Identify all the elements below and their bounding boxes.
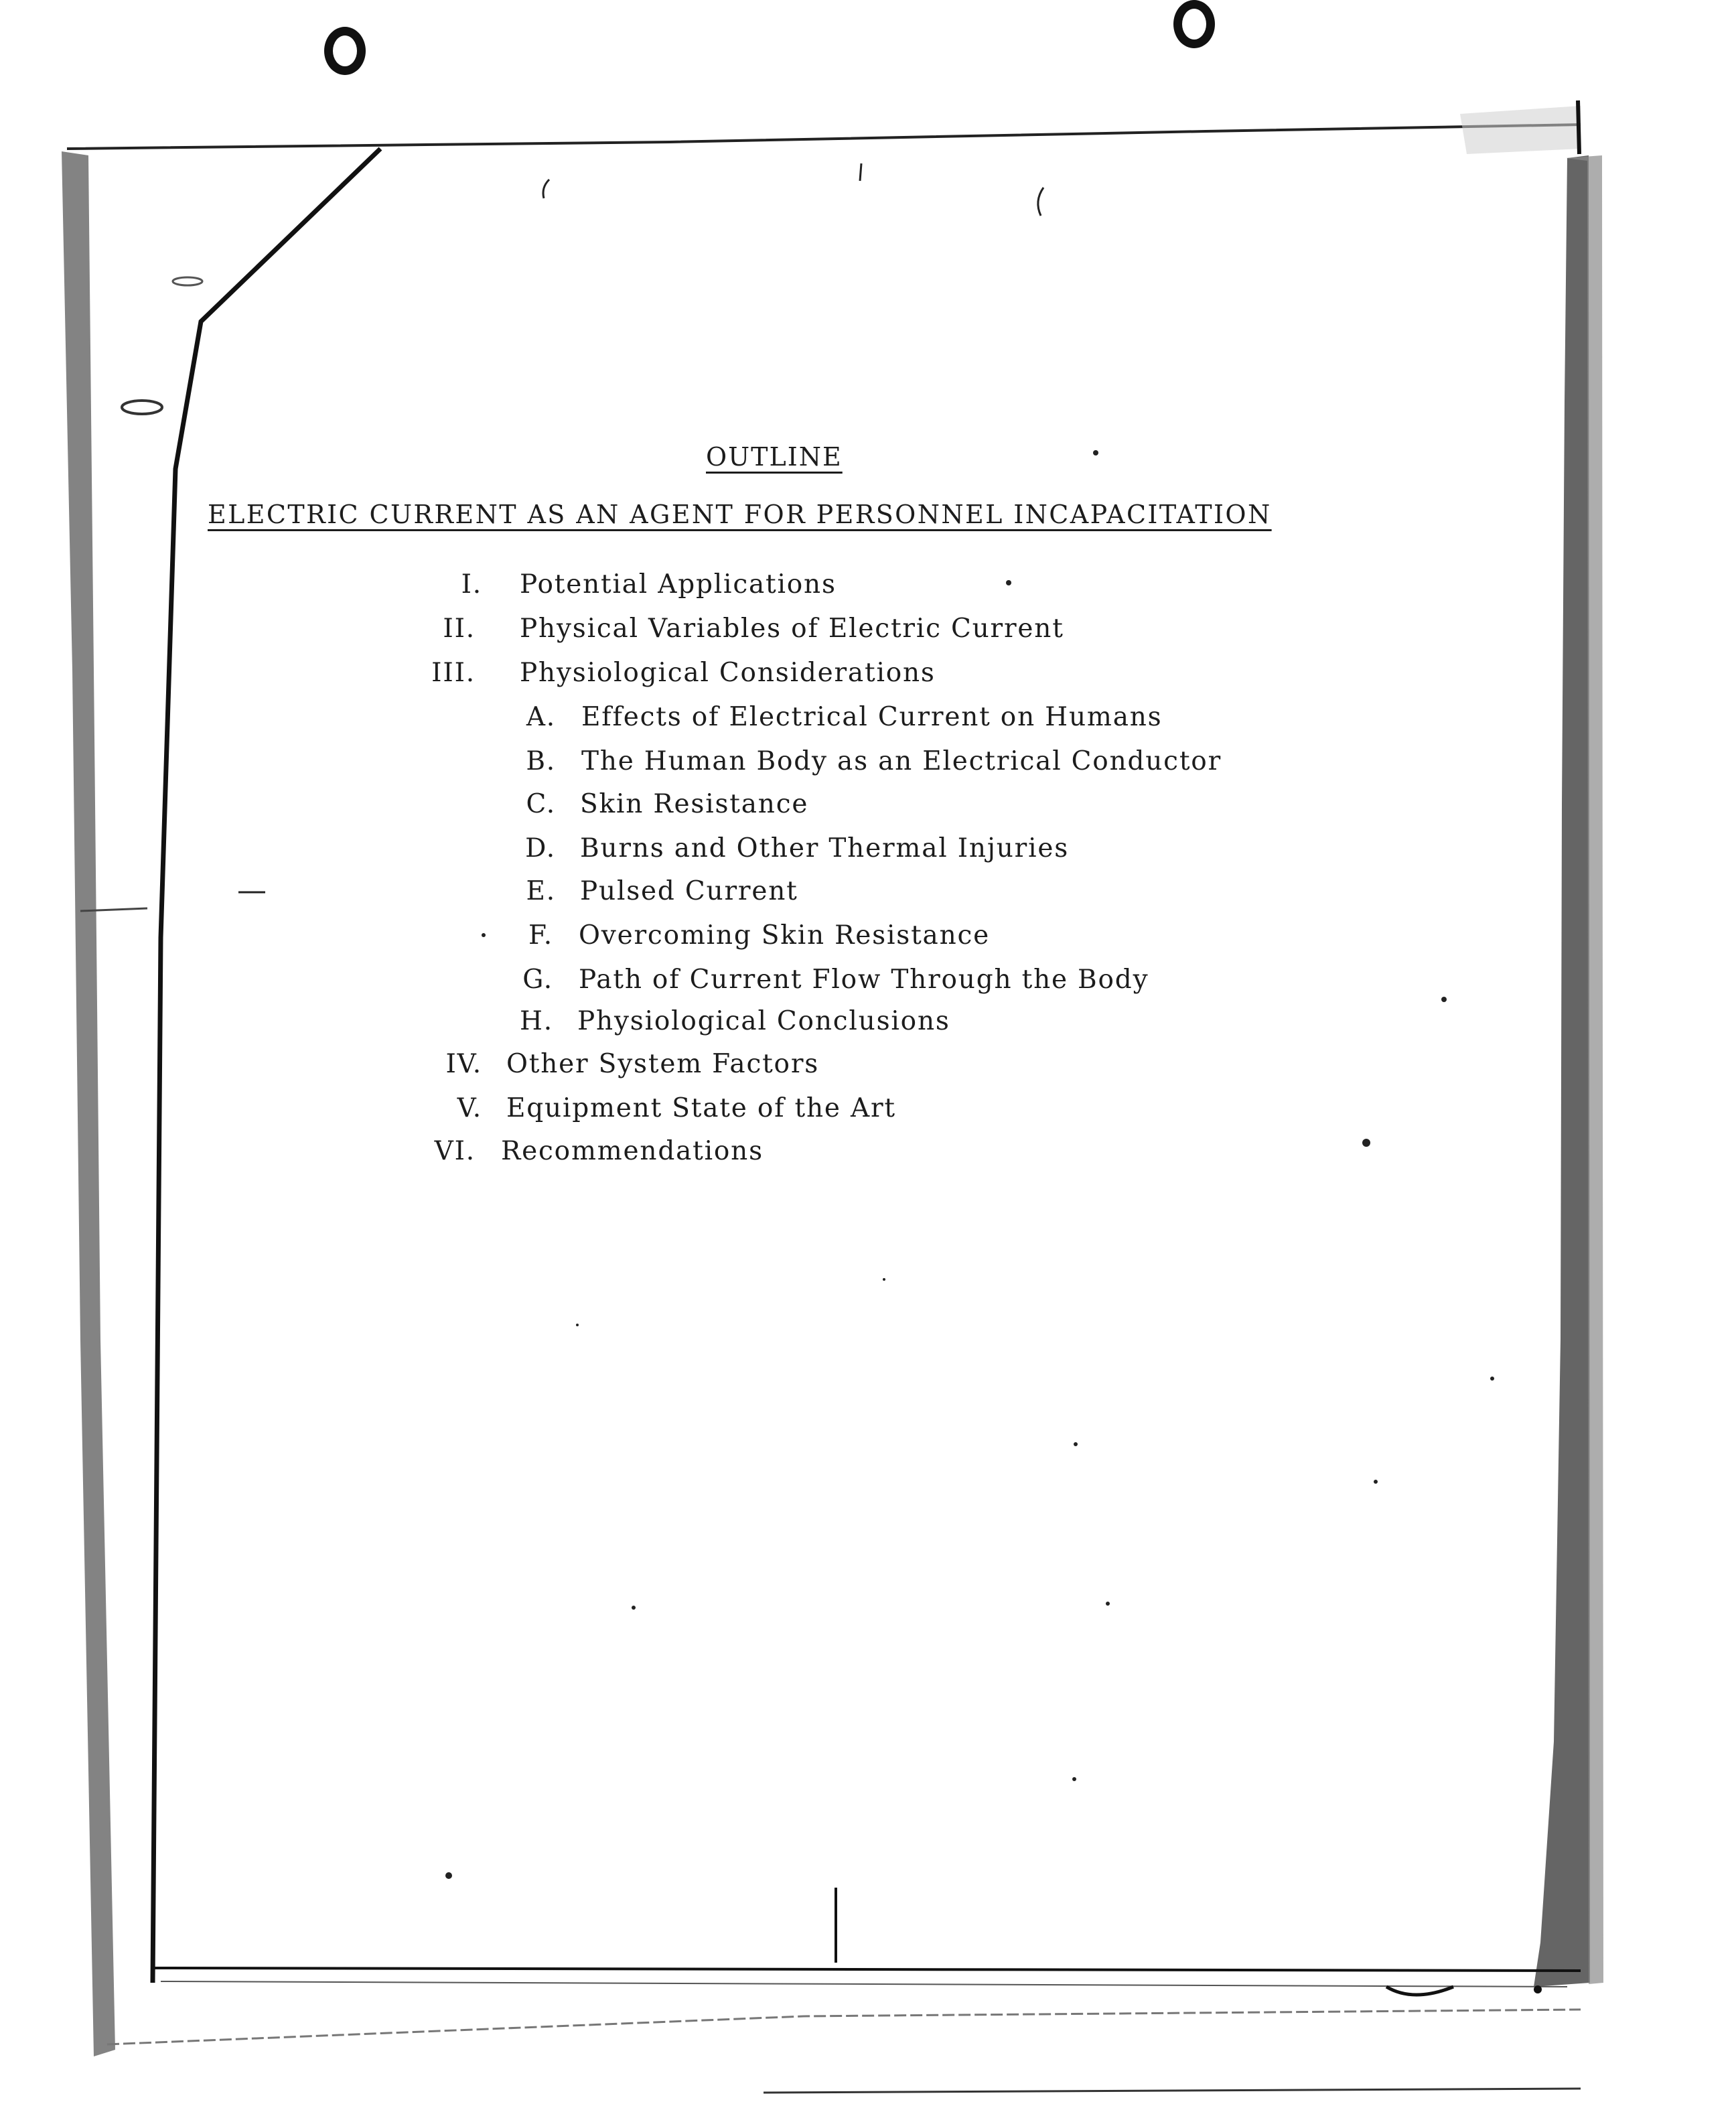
outline-letter: A.: [526, 702, 556, 732]
outline-letter: E.: [526, 876, 556, 906]
top-frame-line: [67, 125, 1581, 149]
outline-label: Overcoming Skin Resistance: [579, 920, 991, 951]
outline-label: Skin Resistance: [580, 789, 809, 819]
outline-label: Physiological Conclusions: [577, 1006, 950, 1036]
outline-letter: H.: [519, 1006, 553, 1036]
outline-number: IV.: [445, 1049, 482, 1079]
right-margin-edge: [1534, 155, 1590, 1987]
left-margin-edge: [62, 151, 115, 2056]
outline-number: VI.: [434, 1136, 476, 1166]
folded-corner-line: [153, 149, 380, 1983]
outline-label: Effects of Electrical Current on Humans: [581, 702, 1163, 732]
right-page-edge: [1578, 100, 1579, 154]
left-margin-mark-1: [122, 401, 162, 414]
outline-letter: D.: [525, 833, 556, 863]
top-mark-2: [860, 163, 861, 181]
outline-letter: B.: [526, 746, 556, 776]
outline-number: III.: [431, 658, 476, 688]
binder-hole-right: [1173, 0, 1215, 48]
bottom-paper-edge: [107, 2010, 1581, 2044]
binder-hole-left: [324, 27, 366, 75]
outline-heading: OUTLINE: [706, 442, 843, 472]
outline-number: II.: [443, 614, 476, 644]
outline-label: Physical Variables of Electric Current: [520, 614, 1064, 644]
outline-label: Burns and Other Thermal Injuries: [580, 833, 1070, 863]
bottom-right-dot: [1534, 1985, 1542, 1993]
outline-label: Potential Applications: [520, 569, 837, 600]
outline-number: V.: [457, 1093, 482, 1123]
outline-label: Equipment State of the Art: [506, 1093, 896, 1123]
outline-number: I.: [461, 569, 482, 600]
outline-label: Recommendations: [501, 1136, 764, 1166]
outline-letter: C.: [526, 789, 556, 819]
outline-label: Path of Current Flow Through the Body: [579, 965, 1149, 995]
top-mark-3: [1038, 188, 1043, 216]
document-title: ELECTRIC CURRENT AS AN AGENT FOR PERSONNEL INCAPACITATION: [208, 500, 1272, 529]
left-margin-mark-2: [173, 277, 202, 285]
bottom-margin-line: [764, 2089, 1581, 2093]
outline-label: The Human Body as an Electrical Conductor: [581, 746, 1222, 776]
outline-letter: F.: [528, 920, 553, 951]
outline-label: Physiological Considerations: [520, 658, 936, 688]
bottom-frame-line: [153, 1968, 1581, 1971]
top-right-edge-shade: [1460, 106, 1581, 154]
outline-label: Other System Factors: [506, 1049, 820, 1079]
outline-label: Pulsed Current: [580, 876, 798, 906]
top-mark-1: [543, 180, 549, 198]
outline-letter: G.: [522, 965, 553, 995]
bottom-right-curl: [1386, 1987, 1453, 1995]
bottom-frame-line-2: [161, 1981, 1567, 1987]
